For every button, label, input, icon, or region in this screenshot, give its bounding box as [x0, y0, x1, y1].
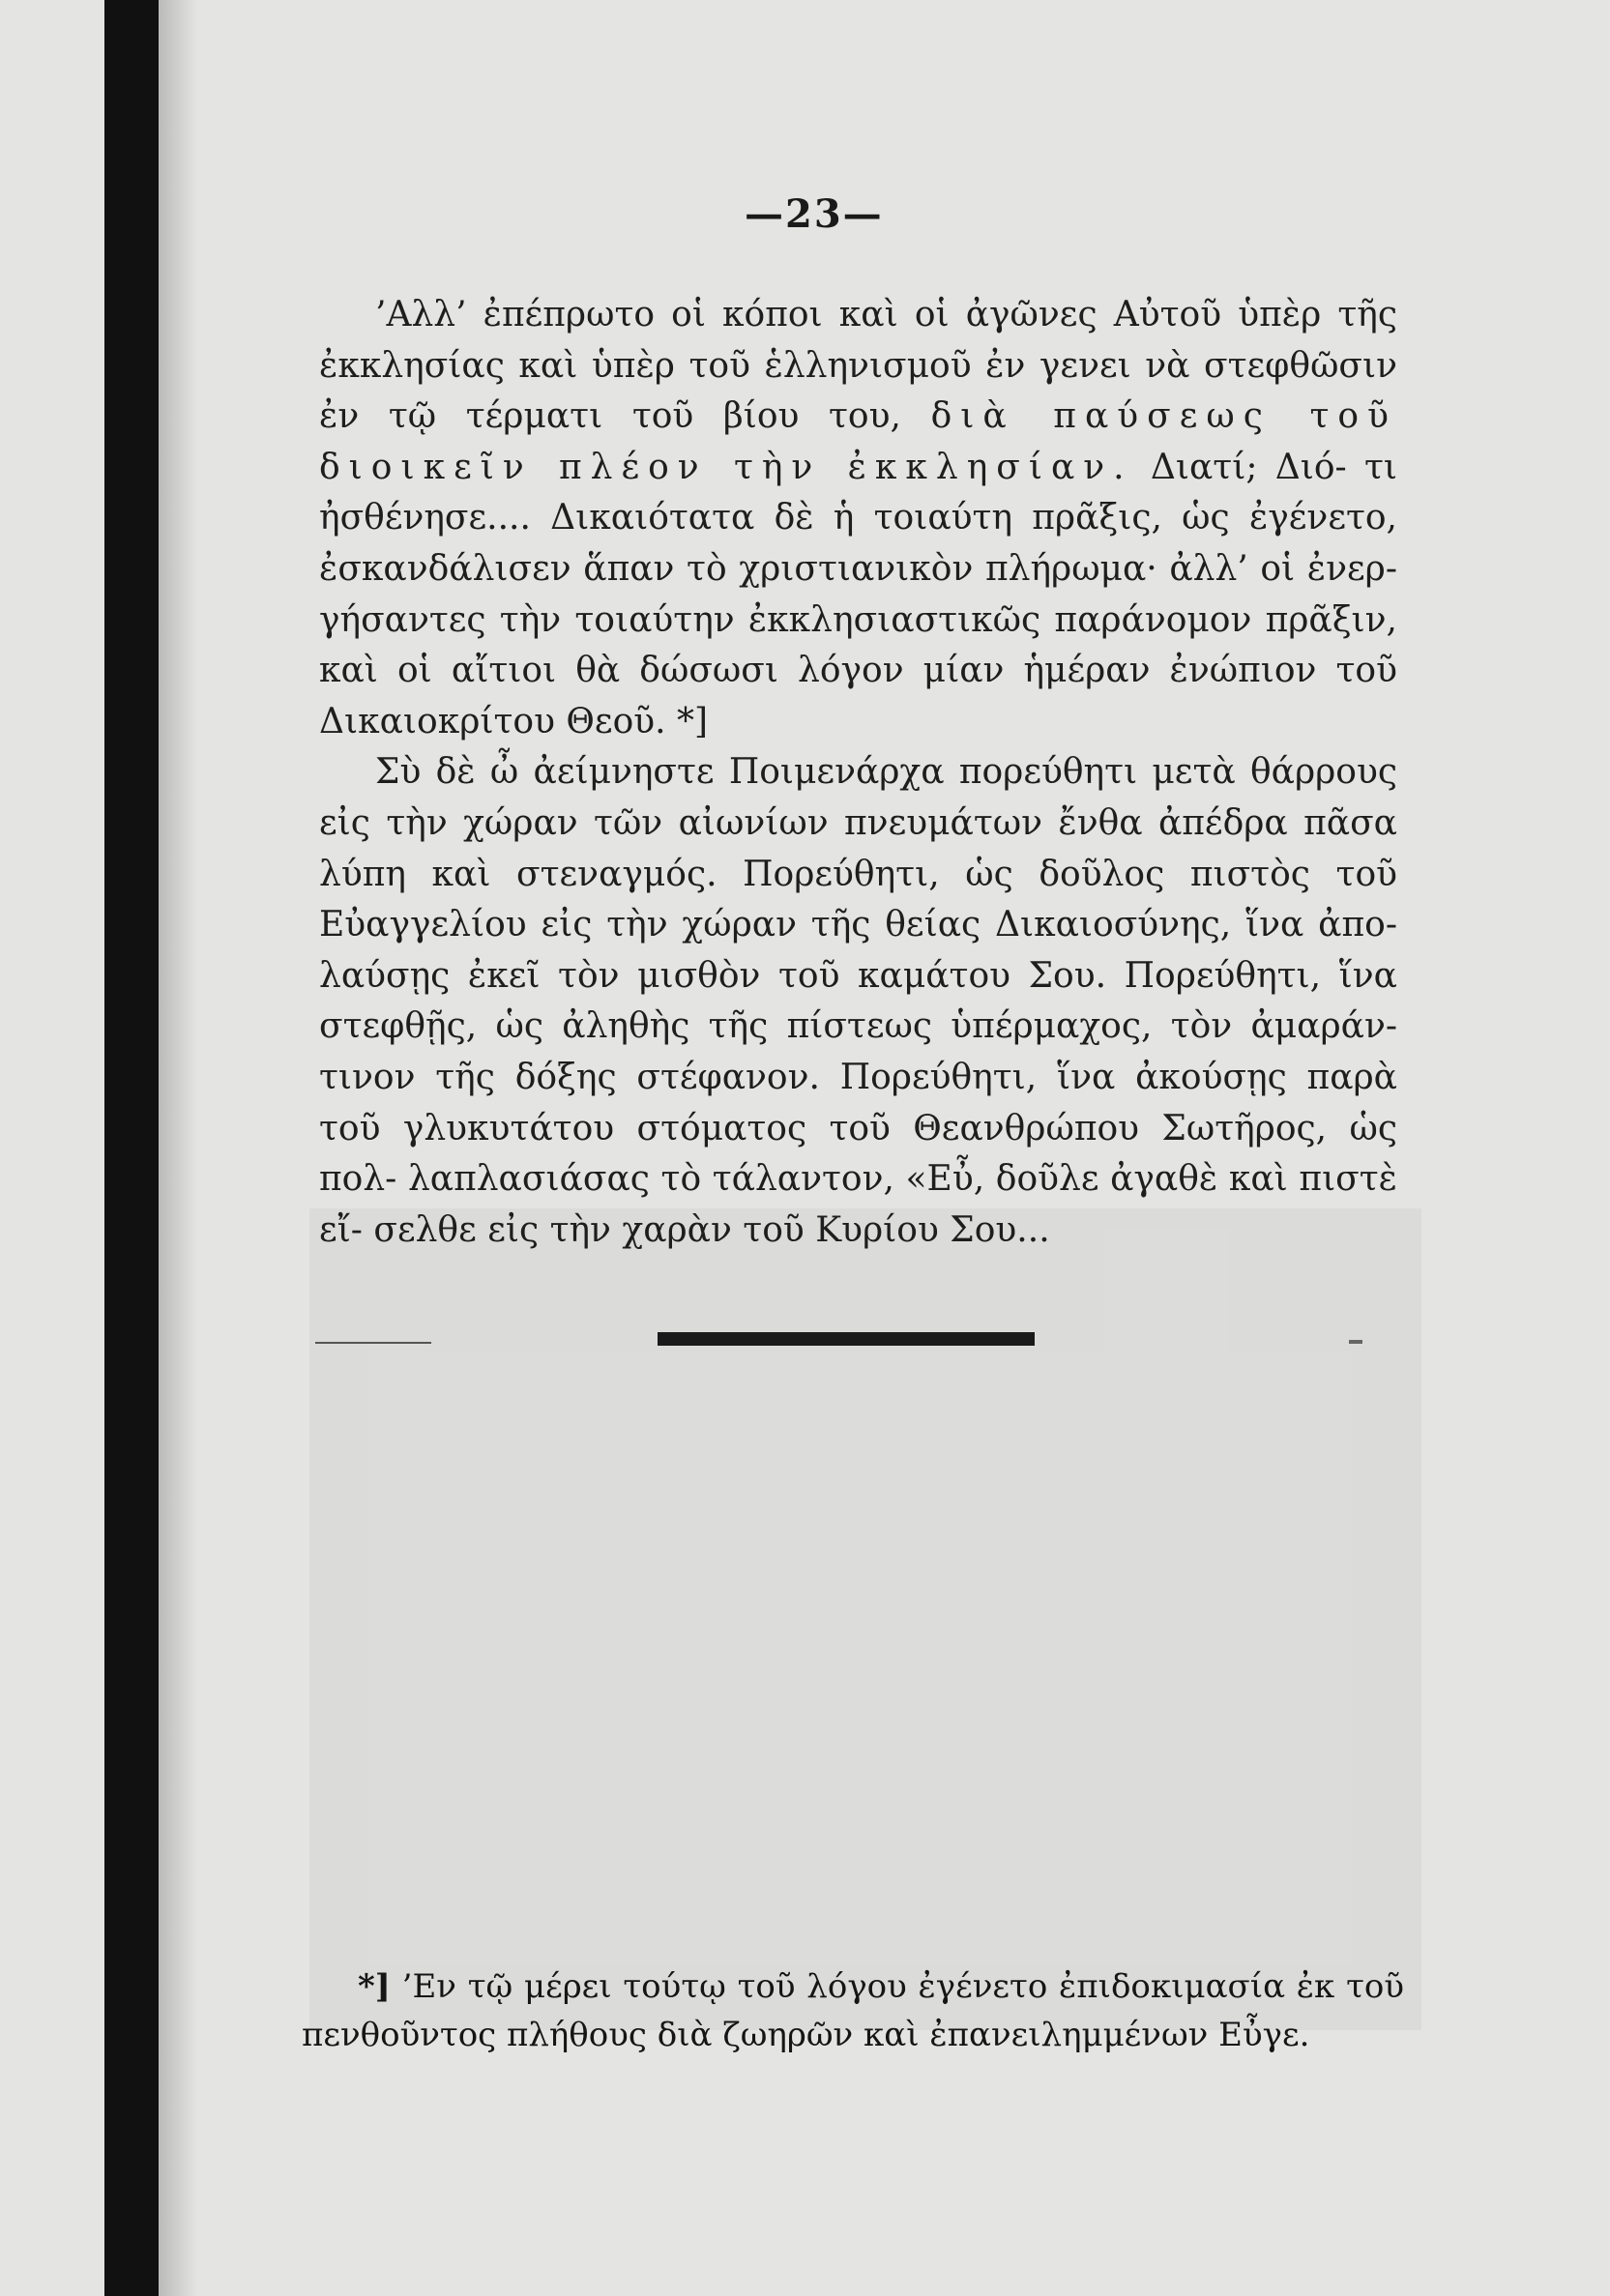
footnote [302, 1962, 1404, 2059]
binding-shadow [159, 0, 197, 2296]
paragraph-1 [319, 290, 1397, 747]
footnote-marker: *] [358, 1967, 391, 2006]
main-text [319, 290, 1397, 1256]
p2-line-1: Σὺ δὲ ὦ ἀείμνηστε Ποιμενάρχα πορεύθητι μετὰ θάρρους [375, 752, 1397, 793]
p1-line-2: ἐκκλησίας καὶ ὑπὲρ τοῦ ἑλληνισμοῦ ἐν γενει νὰ στεφθῶσιν [319, 345, 1397, 386]
p1-spaced-phrase-2: διοικεῖν πλέον τὴν ἐκκλησίαν. [319, 447, 1133, 487]
p1-line-7: γήσαντες τὴν τοιαύτην ἐκκλησιαστικῶς παράνομον πρᾶξιν, [319, 599, 1397, 640]
section-rule-left [315, 1342, 431, 1344]
p1-line-3: ἐν τῷ τέρματι τοῦ βίου του, [319, 396, 901, 437]
binding-edge [104, 0, 159, 2296]
p2-line-2: εἰς τὴν χώραν τῶν αἰωνίων πνευμάτων ἔνθα ἀπέδρα πᾶσα [319, 802, 1397, 843]
footnote-reference: *] [677, 701, 709, 741]
p2-line-5: λαύσῃς ἐκεῖ τὸν μισθὸν τοῦ καμάτου Σου. Πορεύθητι, ἵνα [319, 955, 1397, 996]
footnote-line-1: ’Εν τῷ μέρει τούτῳ τοῦ λόγου ἐγένετο ἐπιδοκιμασία ἐκ [401, 1967, 1335, 2006]
footnote-line-2: τοῦ πενθοῦντος πλήθους διὰ ζωηρῶν καὶ ἐπανειλημμένων Εὖγε. [302, 1967, 1405, 2054]
p2-line-4: Εὐαγγελίου εἰς τὴν χώραν τῆς θείας Δικαιοσύνης, ἵνα ἀπο- [319, 905, 1397, 945]
p1-line-6: ἐσκανδάλισεν ἅπαν τὸ χριστιανικὸν πλήρωμα· ἀλλ’ οἱ ἐνερ- [319, 548, 1397, 589]
p2-line-7: τινον τῆς δόξης στέφανον. Πορεύθητι, ἵνα ἀκούσῃς παρὰ τοῦ [319, 1057, 1397, 1148]
p1-line-5: τι ἠσθένησε.... Δικαιότατα δὲ ἡ τοιαύτη πρᾶξις, ὡς ἐγένετο, [319, 447, 1397, 538]
p2-line-9: λαπλασιάσας τὸ τάλαντον, «Εὖ, δοῦλε ἀγαθὲ καὶ πιστὲ εἴ- [319, 1159, 1397, 1250]
p1-line-9: Δικαιοκρίτου Θεοῦ. [319, 701, 666, 741]
page-number: —23— [745, 191, 884, 237]
p1-line-8: καὶ οἱ αἴτιοι θὰ δώσωσι λόγον μίαν ἡμέραν ἐνώπιον τοῦ [319, 651, 1397, 691]
p1-line-4: Διατί; Διό- [1150, 447, 1347, 487]
p2-line-6: στεφθῇς, ὡς ἀληθὴς τῆς πίστεως ὑπέρμαχος, τὸν ἀμαράν- [319, 1006, 1397, 1047]
p1-spaced-phrase-1: διὰ παύσεως τοῦ [930, 396, 1397, 437]
section-rule-right [1349, 1340, 1362, 1344]
p2-line-3: λύπη καὶ στεναγμός. Πορεύθητι, ὡς δοῦλος πιστὸς τοῦ [319, 854, 1397, 894]
paragraph-2 [319, 747, 1397, 1256]
p2-line-8: γλυκυτάτου στόματος τοῦ Θεανθρώπου Σωτῆρος, ὡς πολ- [319, 1108, 1397, 1200]
p1-line-1: ’Αλλ’ ἐπέπρωτο οἱ κόποι καὶ οἱ ἀγῶνες Αὐτοῦ ὑπὲρ τῆς [375, 295, 1397, 334]
footnote-text [302, 1962, 1404, 2059]
section-divider [658, 1332, 1035, 1346]
p2-line-10: σελθε εἰς τὴν χαρὰν τοῦ Κυρίου Σου... [373, 1209, 1050, 1250]
